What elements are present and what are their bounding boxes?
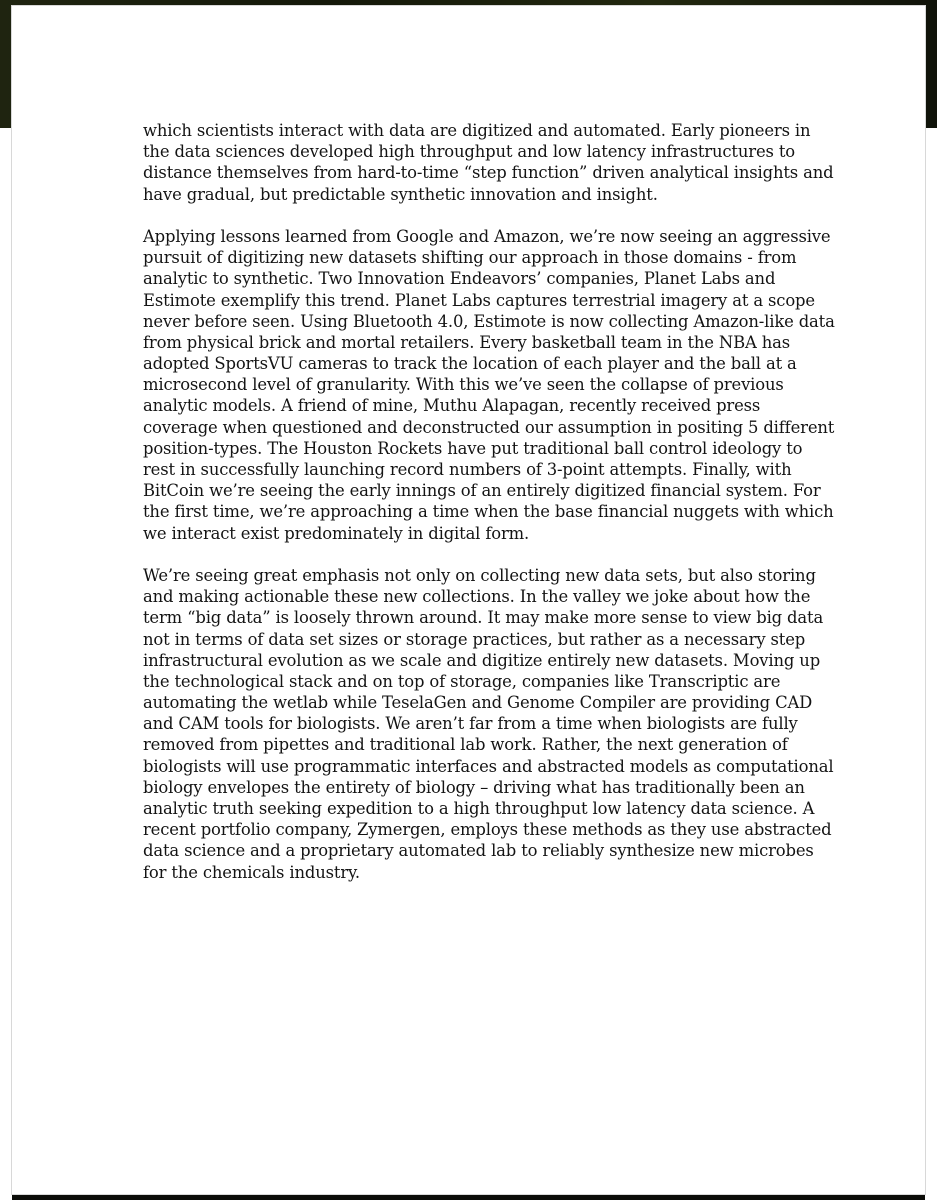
document-page <box>12 6 925 1194</box>
text-line: which scientists interact with data are digitized and automated. Early pioneers in <box>143 121 811 140</box>
text-line: analytic to synthetic. Two Innovation Endeavors’ companies, Planet Labs and <box>143 269 776 289</box>
text-line: we interact exist predominately in digital form. <box>143 523 530 543</box>
text-line: analytic models. A friend of mine, Muthu Alapagan, recently received press <box>143 396 761 416</box>
document-body <box>143 120 835 883</box>
text-line: have gradual, but predictable synthetic innovation and insight. <box>143 184 658 204</box>
text-line: data science and a proprietary automated lab to reliably synthesize new microbes <box>143 841 814 861</box>
text-line: adopted SportsVU cameras to track the location of each player and the ball at a <box>143 354 797 374</box>
text-line: never before seen. Using Bluetooth 4.0, Estimote is now collecting Amazon-like data <box>143 311 835 331</box>
text-line: rest in successfully launching record numbers of 3-point attempts. Finally, with <box>143 460 792 479</box>
text-line: position-types. The Houston Rockets have put traditional ball control ideology to <box>143 438 803 458</box>
text-line: for the chemicals industry. <box>143 862 360 882</box>
text-line: automating the wetlab while TeselaGen and Genome Compiler are providing CAD <box>143 693 813 713</box>
text-line: not in terms of data set sizes or storage practices, but rather as a necessary step <box>143 629 806 649</box>
text-line: and making actionable these new collections. In the valley we joke about how the <box>143 587 811 607</box>
text-line: removed from pipettes and traditional lab work. Rather, the next generation of <box>143 735 788 755</box>
text-line: and CAM tools for biologists. We aren’t far from a time when biologists are fully <box>143 714 798 734</box>
text-line: BitCoin we’re seeing the early innings of an entirely digitized financial system. For <box>143 481 821 501</box>
text-line: Applying lessons learned from Google and Amazon, we’re now seeing an aggressive <box>143 226 831 246</box>
background-right-edge <box>925 128 937 1200</box>
text-line: from physical brick and mortal retailers. Every basketball team in the NBA has <box>143 332 791 352</box>
text-line: term “big data” is loosely thrown around. It may make more sense to view big data <box>143 608 824 628</box>
paragraph-gap <box>143 205 803 226</box>
text-line: the technological stack and on top of storage, companies like Transcriptic are <box>143 671 781 691</box>
paragraph-gap <box>143 544 803 565</box>
text-line: the data sciences developed high throughput and low latency infrastructures to <box>143 142 795 162</box>
paragraph-3 <box>143 565 834 883</box>
text-line: biology envelopes the entirety of biology – driving what has traditionally been an <box>143 777 805 797</box>
text-line: We’re seeing great emphasis not only on collecting new data sets, but also storing <box>143 565 816 585</box>
text-line: analytic truth seeking expedition to a high throughput low latency data science. A <box>143 799 815 818</box>
text-line: infrastructural evolution as we scale and digitize entirely new datasets. Moving up <box>143 650 821 670</box>
text-line: microsecond level of granularity. With this we’ve seen the collapse of previous <box>143 375 784 395</box>
text-line: the first time, we’re approaching a time when the base financial nuggets with which <box>143 502 834 522</box>
background-left-edge <box>0 128 12 1200</box>
paragraph-2 <box>143 226 835 544</box>
paragraph-1 <box>143 120 834 205</box>
text-line: Estimote exemplify this trend. Planet Labs captures terrestrial imagery at a scope <box>143 290 815 310</box>
text-line: distance themselves from hard-to-time “step function” driven analytical insights and <box>143 163 834 183</box>
text-line: pursuit of digitizing new datasets shifting our approach in those domains - from <box>143 248 797 268</box>
text-line: biologists will use programmatic interfaces and abstracted models as computational <box>143 756 834 776</box>
text-line: coverage when questioned and deconstructed our assumption in positing 5 different <box>143 417 835 437</box>
text-line: recent portfolio company, Zymergen, employs these methods as they use abstracted <box>143 820 832 840</box>
